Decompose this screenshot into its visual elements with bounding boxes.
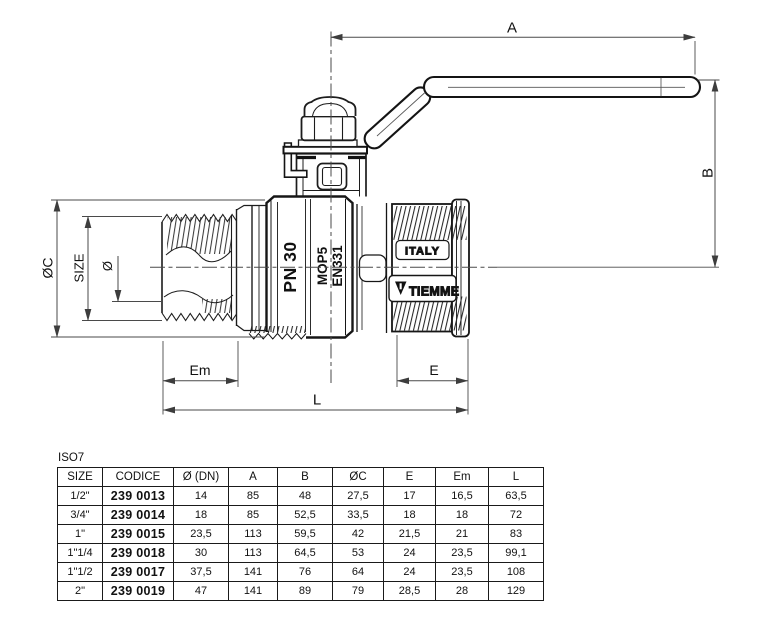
dim-label-phi-c: ØC xyxy=(39,257,56,279)
cell-oc: 42 xyxy=(333,525,384,544)
cell-codice: 239 0019 xyxy=(103,582,174,601)
dimension-size xyxy=(72,217,163,321)
cell-em: 16,5 xyxy=(436,487,489,506)
cell-em: 21 xyxy=(436,525,489,544)
valve-handle xyxy=(361,77,700,152)
column-header-codice: CODICE xyxy=(103,468,174,487)
dimension-b xyxy=(698,80,720,267)
cell-codice: 239 0014 xyxy=(103,506,174,525)
cell-oc: 53 xyxy=(333,544,384,563)
cell-a: 85 xyxy=(229,487,278,506)
female-thread-end xyxy=(389,200,469,337)
cell-b: 89 xyxy=(278,582,333,601)
cell-dn: 14 xyxy=(174,487,229,506)
cell-e: 17 xyxy=(384,487,436,506)
table-body xyxy=(58,487,544,601)
column-header-size: SIZE xyxy=(58,468,103,487)
cell-size: 1" xyxy=(58,525,103,544)
cell-size: 2" xyxy=(58,582,103,601)
column-header-a: A xyxy=(229,468,278,487)
marking-pn: PN 30 xyxy=(280,241,300,293)
table-header-row xyxy=(58,468,544,487)
cell-l: 99,1 xyxy=(489,544,544,563)
dimension-l xyxy=(164,392,468,411)
dim-label-size: SIZE xyxy=(71,253,87,283)
table-header xyxy=(58,468,544,487)
marking-mop: MOP5 xyxy=(315,246,330,286)
table-row xyxy=(58,544,544,563)
cell-e: 24 xyxy=(384,563,436,582)
cell-l: 108 xyxy=(489,563,544,582)
male-thread-end xyxy=(162,206,267,331)
cell-b: 48 xyxy=(278,487,333,506)
cell-l: 63,5 xyxy=(489,487,544,506)
standard-label: ISO7 xyxy=(58,452,85,464)
cell-dn: 23,5 xyxy=(174,525,229,544)
cell-dn: 30 xyxy=(174,544,229,563)
dim-label-phi: Ø xyxy=(100,260,115,272)
cell-codice: 239 0018 xyxy=(103,544,174,563)
cell-dn: 18 xyxy=(174,506,229,525)
marking-brand: TIEMME xyxy=(409,284,460,299)
column-header-dn: Ø (DN) xyxy=(174,468,229,487)
cell-oc: 79 xyxy=(333,582,384,601)
cell-oc: 27,5 xyxy=(333,487,384,506)
cell-oc: 64 xyxy=(333,563,384,582)
dimension-a xyxy=(331,20,695,75)
cell-dn: 47 xyxy=(174,582,229,601)
dimension-e xyxy=(397,335,468,415)
cell-e: 21,5 xyxy=(384,525,436,544)
dim-label-em: Em xyxy=(189,362,211,378)
cell-b: 52,5 xyxy=(278,506,333,525)
marking-origin: ITALY xyxy=(405,245,440,258)
cell-a: 141 xyxy=(229,582,278,601)
cell-dn: 37,5 xyxy=(174,563,229,582)
cell-size: 3/4" xyxy=(58,506,103,525)
table-row xyxy=(58,506,544,525)
cell-e: 28,5 xyxy=(384,582,436,601)
cell-codice: 239 0013 xyxy=(103,487,174,506)
cell-codice: 239 0015 xyxy=(103,525,174,544)
cell-b: 59,5 xyxy=(278,525,333,544)
cell-size: 1"1/2 xyxy=(58,563,103,582)
cell-l: 129 xyxy=(489,582,544,601)
cell-a: 141 xyxy=(229,563,278,582)
cell-l: 72 xyxy=(489,506,544,525)
cell-a: 113 xyxy=(229,525,278,544)
column-header-e: E xyxy=(384,468,436,487)
dimension-phi xyxy=(100,256,161,302)
column-header-oc: ØC xyxy=(333,468,384,487)
dim-label-l: L xyxy=(312,391,322,409)
dimension-em xyxy=(163,341,238,415)
cell-l: 83 xyxy=(489,525,544,544)
cell-size: 1/2" xyxy=(58,487,103,506)
table-row xyxy=(58,563,544,582)
marking-en: EN331 xyxy=(330,245,345,287)
stem-nut xyxy=(299,97,358,147)
table-row xyxy=(58,487,544,506)
cell-em: 23,5 xyxy=(436,563,489,582)
cell-em: 18 xyxy=(436,506,489,525)
dim-label-e: E xyxy=(429,362,439,378)
cell-a: 85 xyxy=(229,506,278,525)
cell-em: 23,5 xyxy=(436,544,489,563)
column-header-l: L xyxy=(489,468,544,487)
cell-oc: 33,5 xyxy=(333,506,384,525)
column-header-b: B xyxy=(278,468,333,487)
cell-b: 64,5 xyxy=(278,544,333,563)
cell-b: 76 xyxy=(278,563,333,582)
cell-em: 28 xyxy=(436,582,489,601)
dim-label-b: B xyxy=(699,167,717,179)
dimensions-table xyxy=(57,467,544,601)
column-header-em: Em xyxy=(436,468,489,487)
cell-a: 113 xyxy=(229,544,278,563)
cell-codice: 239 0017 xyxy=(103,563,174,582)
cell-size: 1"1/4 xyxy=(58,544,103,563)
dim-label-a: A xyxy=(506,19,518,37)
table-row xyxy=(58,525,544,544)
table-row xyxy=(58,582,544,601)
cell-e: 24 xyxy=(384,544,436,563)
cell-e: 18 xyxy=(384,506,436,525)
